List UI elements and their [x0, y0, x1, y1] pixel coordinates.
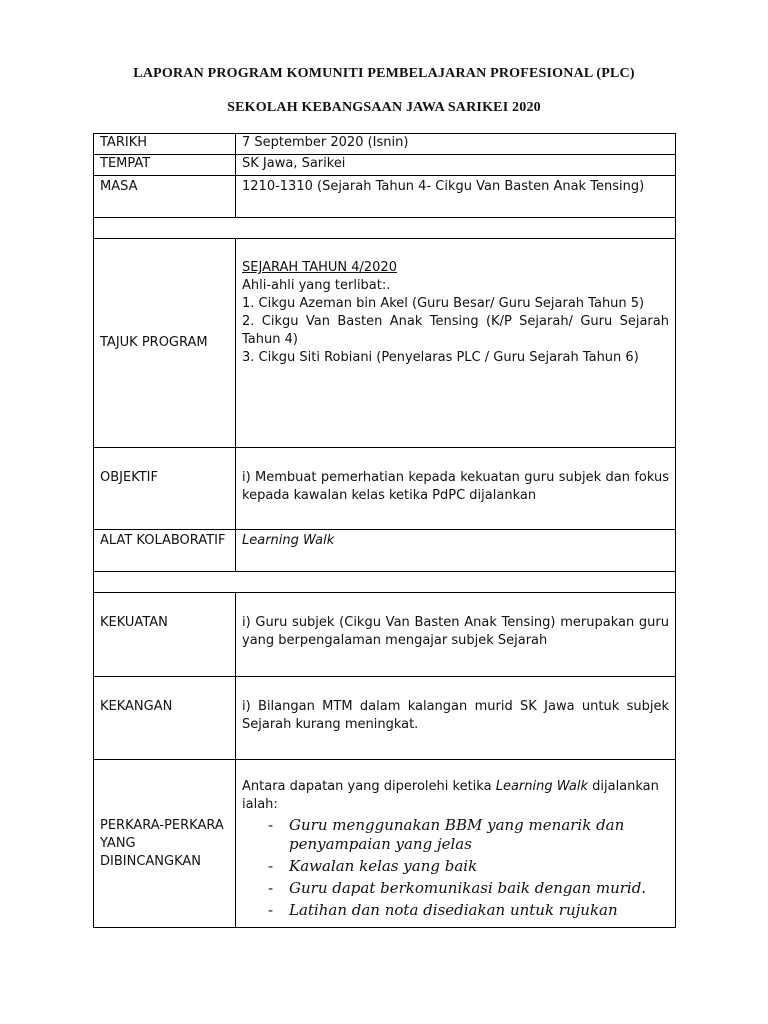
- value-tajuk-program: [236, 239, 676, 448]
- value-objektif: i) Membuat pemerhatian kepada kekuatan guru subjek dan fokus kepada kawalan kelas ketika PdPC dijalankan: [236, 448, 676, 530]
- member-item: 3. Cikgu Siti Robiani (Penyelaras PLC / Guru Sejarah Tahun 6): [242, 350, 639, 365]
- label-tajuk-program: TAJUK PROGRAM: [94, 239, 236, 448]
- row-tajuk: [94, 239, 676, 448]
- label-objektif: OBJEKTIF: [94, 448, 236, 530]
- findings-intro: Antara dapatan yang diperolehi ketika Learning Walk dijalankan ialah:: [242, 779, 659, 812]
- label-tarikh: TARIKH: [94, 134, 236, 155]
- member-item: 2. Cikgu Van Basten Anak Tensing (K/P Sejarah/ Guru Sejarah Tahun 4): [242, 314, 669, 347]
- finding-item: - Guru dapat berkomunikasi baik dengan murid.: [268, 879, 647, 897]
- spacer-cell: [94, 572, 676, 593]
- row-tarikh: [94, 134, 676, 155]
- value-tarikh: 7 September 2020 (Isnin): [236, 134, 676, 155]
- finding-item: - Latihan dan nota disediakan untuk rujukan: [268, 901, 618, 919]
- value-masa: 1210-1310 (Sejarah Tahun 4- Cikgu Van Basten Anak Tensing): [236, 176, 676, 218]
- label-kekangan: KEKANGAN: [94, 677, 236, 760]
- row-kekangan: [94, 677, 676, 760]
- spacer-cell: [94, 218, 676, 239]
- value-alat-kolaboratif: Learning Walk: [236, 530, 676, 572]
- row-alat: [94, 530, 676, 572]
- findings-list: [242, 816, 669, 920]
- row-perkara: [94, 760, 676, 928]
- label-tempat: TEMPAT: [94, 155, 236, 176]
- value-kekuatan: i) Guru subjek (Cikgu Van Basten Anak Tensing) merupakan guru yang berpengalaman mengajar subjek Sejarah: [236, 593, 676, 677]
- label-alat-kolaboratif: ALAT KOLABORATIF: [94, 530, 236, 572]
- program-heading: SEJARAH TAHUN 4/2020: [242, 260, 397, 275]
- row-spacer-1: [94, 218, 676, 239]
- finding-item: - Kawalan kelas yang baik: [268, 857, 478, 875]
- members-intro: Ahli-ahli yang terlibat:.: [242, 278, 391, 293]
- finding-item: - Guru menggunakan BBM yang menarik dan penyampaian yang jelas: [268, 816, 625, 853]
- report-title: LAPORAN PROGRAM KOMUNITI PEMBELAJARAN PROFESIONAL (PLC): [133, 66, 635, 81]
- school-subtitle: SEKOLAH KEBANGSAAN JAWA SARIKEI 2020: [227, 100, 541, 115]
- member-item: 1. Cikgu Azeman bin Akel (Guru Besar/ Guru Sejarah Tahun 5): [242, 296, 645, 311]
- row-objektif: [94, 448, 676, 530]
- value-tempat: SK Jawa, Sarikei: [236, 155, 676, 176]
- report-table: [93, 133, 676, 928]
- value-perkara: [236, 760, 676, 928]
- row-kekuatan: [94, 593, 676, 677]
- label-perkara: PERKARA-PERKARA YANG DIBINCANGKAN: [94, 760, 236, 928]
- learning-walk-emphasis: Learning Walk: [495, 779, 588, 794]
- row-spacer-2: [94, 572, 676, 593]
- label-masa: MASA: [94, 176, 236, 218]
- row-tempat: [94, 155, 676, 176]
- row-masa: [94, 176, 676, 218]
- value-kekangan: i) Bilangan MTM dalam kalangan murid SK Jawa untuk subjek Sejarah kurang meningkat.: [236, 677, 676, 760]
- label-kekuatan: KEKUATAN: [94, 593, 236, 677]
